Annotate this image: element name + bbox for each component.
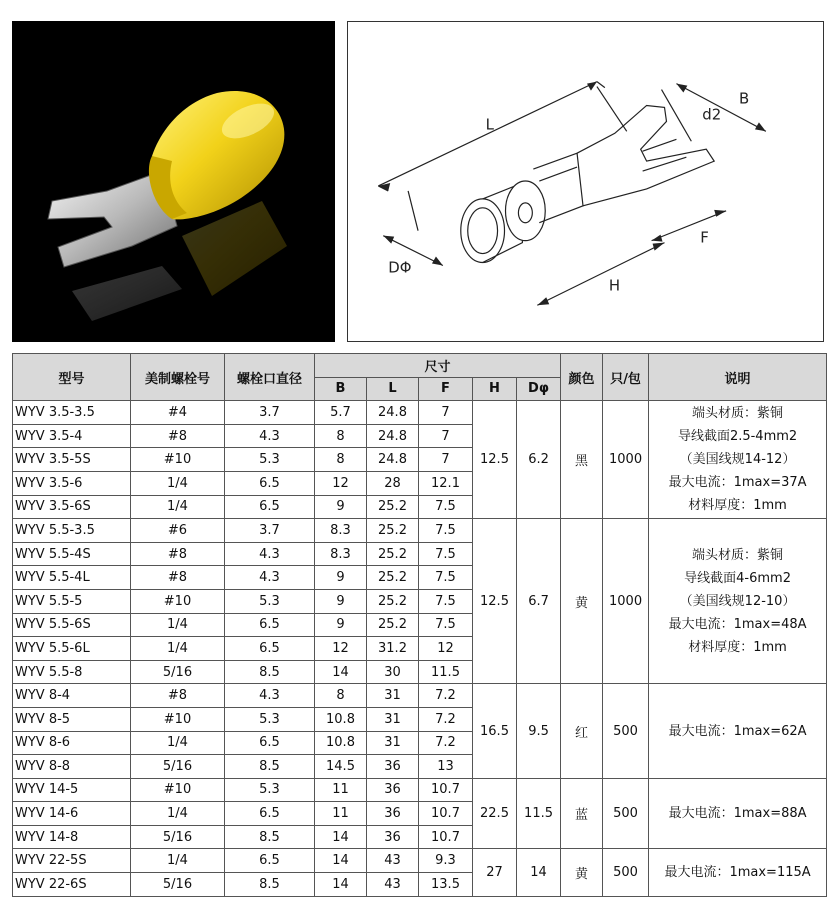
table-row xyxy=(13,684,827,708)
us-bolt-cell: #10 xyxy=(131,589,225,613)
f-cell: 11.5 xyxy=(419,660,473,684)
header-bolt-dia: 螺栓口直径 xyxy=(225,354,315,401)
l-cell: 25.2 xyxy=(367,495,419,519)
note-line: 最大电流：1max=115A xyxy=(664,865,811,881)
bolt-dia-cell: 6.5 xyxy=(225,613,315,637)
bolt-dia-cell: 4.3 xyxy=(225,424,315,448)
header-note: 说明 xyxy=(649,354,827,401)
l-cell: 36 xyxy=(367,755,419,779)
bolt-dia-cell: 6.5 xyxy=(225,471,315,495)
b-cell: 8 xyxy=(315,684,367,708)
f-cell: 13 xyxy=(419,755,473,779)
f-cell: 13.5 xyxy=(419,873,473,897)
b-cell: 5.7 xyxy=(315,401,367,425)
us-bolt-cell: 5/16 xyxy=(131,660,225,684)
us-bolt-cell: #10 xyxy=(131,707,225,731)
us-bolt-cell: #8 xyxy=(131,542,225,566)
model-cell: WYV 22-5S xyxy=(13,849,131,873)
us-bolt-cell: #6 xyxy=(131,519,225,543)
label-dphi: DΦ xyxy=(388,258,412,277)
bolt-dia-cell: 5.3 xyxy=(225,707,315,731)
us-bolt-cell: #4 xyxy=(131,401,225,425)
pack-cell: 1000 xyxy=(603,519,649,684)
model-cell: WYV 3.5-6S xyxy=(13,495,131,519)
bolt-dia-cell: 8.5 xyxy=(225,825,315,849)
d-cell: 11.5 xyxy=(517,778,561,849)
f-cell: 12.1 xyxy=(419,471,473,495)
header-model: 型号 xyxy=(13,354,131,401)
b-cell: 12 xyxy=(315,471,367,495)
l-cell: 25.2 xyxy=(367,589,419,613)
note-line: （美国线规12-10） xyxy=(679,593,796,609)
model-cell: WYV 14-6 xyxy=(13,802,131,826)
l-cell: 25.2 xyxy=(367,566,419,590)
header-size: 尺寸 xyxy=(315,354,561,378)
b-cell: 14 xyxy=(315,825,367,849)
table-row xyxy=(13,519,827,543)
us-bolt-cell: 1/4 xyxy=(131,637,225,661)
f-cell: 10.7 xyxy=(419,802,473,826)
note-line: 最大电流：1max=48A xyxy=(668,616,807,632)
h-cell: 16.5 xyxy=(473,684,517,778)
d-cell: 6.7 xyxy=(517,519,561,684)
b-cell: 8.3 xyxy=(315,542,367,566)
bolt-dia-cell: 8.5 xyxy=(225,660,315,684)
header-l: L xyxy=(367,377,419,401)
bolt-dia-cell: 4.3 xyxy=(225,566,315,590)
spec-table-body xyxy=(13,401,827,896)
label-B: B xyxy=(739,89,750,108)
bolt-dia-cell: 5.3 xyxy=(225,589,315,613)
l-cell: 24.8 xyxy=(367,424,419,448)
model-cell: WYV 14-5 xyxy=(13,778,131,802)
product-photo xyxy=(12,21,335,342)
us-bolt-cell: 1/4 xyxy=(131,731,225,755)
h-cell: 27 xyxy=(473,849,517,896)
l-cell: 24.8 xyxy=(367,401,419,425)
color-cell: 黄 xyxy=(561,519,603,684)
f-cell: 7.2 xyxy=(419,731,473,755)
model-cell: WYV 5.5-3.5 xyxy=(13,519,131,543)
note-line: 导线截面4-6mm2 xyxy=(684,570,791,586)
model-cell: WYV 5.5-8 xyxy=(13,660,131,684)
model-cell: WYV 5.5-6S xyxy=(13,613,131,637)
model-cell: WYV 8-6 xyxy=(13,731,131,755)
note-line: 导线截面2.5-4mm2 xyxy=(677,429,798,445)
model-cell: WYV 5.5-5 xyxy=(13,589,131,613)
label-d2: d2 xyxy=(702,105,722,124)
us-bolt-cell: 5/16 xyxy=(131,755,225,779)
pack-cell: 500 xyxy=(603,684,649,778)
l-cell: 36 xyxy=(367,802,419,826)
model-cell: WYV 14-8 xyxy=(13,825,131,849)
bolt-dia-cell: 5.3 xyxy=(225,448,315,472)
note-line: 最大电流：1max=88A xyxy=(668,806,807,822)
bolt-dia-cell: 6.5 xyxy=(225,849,315,873)
header-us-bolt: 美制螺栓号 xyxy=(131,354,225,401)
note-cell xyxy=(649,849,827,896)
dimension-drawing xyxy=(347,21,824,342)
b-cell: 14 xyxy=(315,660,367,684)
f-cell: 10.7 xyxy=(419,778,473,802)
us-bolt-cell: 5/16 xyxy=(131,825,225,849)
b-cell: 8 xyxy=(315,424,367,448)
bolt-dia-cell: 8.5 xyxy=(225,755,315,779)
l-cell: 28 xyxy=(367,471,419,495)
h-cell: 12.5 xyxy=(473,401,517,519)
us-bolt-cell: #8 xyxy=(131,424,225,448)
model-cell: WYV 3.5-6 xyxy=(13,471,131,495)
f-cell: 7.2 xyxy=(419,707,473,731)
table-row xyxy=(13,401,827,425)
b-cell: 10.8 xyxy=(315,731,367,755)
model-cell: WYV 3.5-5S xyxy=(13,448,131,472)
bolt-dia-cell: 6.5 xyxy=(225,637,315,661)
b-cell: 11 xyxy=(315,802,367,826)
b-cell: 14.5 xyxy=(315,755,367,779)
table-row xyxy=(13,778,827,802)
f-cell: 7.5 xyxy=(419,495,473,519)
f-cell: 7 xyxy=(419,448,473,472)
model-cell: WYV 22-6S xyxy=(13,873,131,897)
us-bolt-cell: 1/4 xyxy=(131,802,225,826)
model-cell: WYV 8-4 xyxy=(13,684,131,708)
note-line: 材料厚度：1mm xyxy=(688,639,787,655)
f-cell: 7 xyxy=(419,401,473,425)
table-row xyxy=(13,849,827,873)
bolt-dia-cell: 4.3 xyxy=(225,684,315,708)
b-cell: 9 xyxy=(315,613,367,637)
us-bolt-cell: #10 xyxy=(131,778,225,802)
bolt-dia-cell: 8.5 xyxy=(225,873,315,897)
note-cell xyxy=(649,401,827,519)
us-bolt-cell: #8 xyxy=(131,566,225,590)
header-f: F xyxy=(419,377,473,401)
f-cell: 12 xyxy=(419,637,473,661)
header-color: 颜色 xyxy=(561,354,603,401)
l-cell: 25.2 xyxy=(367,613,419,637)
model-cell: WYV 5.5-6L xyxy=(13,637,131,661)
header-d: Dφ xyxy=(517,377,561,401)
b-cell: 9 xyxy=(315,566,367,590)
note-line: （美国线规14-12） xyxy=(679,452,796,468)
note-cell xyxy=(649,684,827,778)
b-cell: 8.3 xyxy=(315,519,367,543)
b-cell: 14 xyxy=(315,849,367,873)
bolt-dia-cell: 3.7 xyxy=(225,519,315,543)
l-cell: 31 xyxy=(367,707,419,731)
us-bolt-cell: #10 xyxy=(131,448,225,472)
note-line: 端头材质：紫铜 xyxy=(692,406,784,422)
f-cell: 7.5 xyxy=(419,519,473,543)
model-cell: WYV 5.5-4L xyxy=(13,566,131,590)
l-cell: 25.2 xyxy=(367,519,419,543)
l-cell: 43 xyxy=(367,849,419,873)
us-bolt-cell: 1/4 xyxy=(131,849,225,873)
label-F: F xyxy=(700,228,709,247)
d-cell: 9.5 xyxy=(517,684,561,778)
us-bolt-cell: 5/16 xyxy=(131,873,225,897)
f-cell: 7.5 xyxy=(419,613,473,637)
l-cell: 43 xyxy=(367,873,419,897)
bolt-dia-cell: 6.5 xyxy=(225,495,315,519)
label-H: H xyxy=(608,276,621,295)
h-cell: 22.5 xyxy=(473,778,517,849)
f-cell: 7.5 xyxy=(419,566,473,590)
pack-cell: 1000 xyxy=(603,401,649,519)
l-cell: 31 xyxy=(367,731,419,755)
b-cell: 11 xyxy=(315,778,367,802)
color-cell: 红 xyxy=(561,684,603,778)
us-bolt-cell: 1/4 xyxy=(131,471,225,495)
pack-cell: 500 xyxy=(603,849,649,896)
f-cell: 9.3 xyxy=(419,849,473,873)
note-cell xyxy=(649,519,827,684)
note-line: 最大电流：1max=37A xyxy=(668,475,807,491)
l-cell: 25.2 xyxy=(367,542,419,566)
l-cell: 36 xyxy=(367,778,419,802)
b-cell: 14 xyxy=(315,873,367,897)
model-cell: WYV 8-5 xyxy=(13,707,131,731)
label-L: L xyxy=(485,115,494,134)
l-cell: 31.2 xyxy=(367,637,419,661)
l-cell: 36 xyxy=(367,825,419,849)
spade-terminal-photo xyxy=(12,21,335,342)
l-cell: 30 xyxy=(367,660,419,684)
b-cell: 9 xyxy=(315,589,367,613)
f-cell: 7.5 xyxy=(419,542,473,566)
us-bolt-cell: 1/4 xyxy=(131,613,225,637)
header-b: B xyxy=(315,377,367,401)
header-pack: 只/包 xyxy=(603,354,649,401)
pack-cell: 500 xyxy=(603,778,649,849)
color-cell: 蓝 xyxy=(561,778,603,849)
model-cell: WYV 5.5-4S xyxy=(13,542,131,566)
spec-table xyxy=(12,353,827,897)
terminal-dimension-diagram xyxy=(348,22,823,341)
d-cell: 6.2 xyxy=(517,401,561,519)
l-cell: 31 xyxy=(367,684,419,708)
bolt-dia-cell: 3.7 xyxy=(225,401,315,425)
bolt-dia-cell: 6.5 xyxy=(225,731,315,755)
h-cell: 12.5 xyxy=(473,519,517,684)
us-bolt-cell: 1/4 xyxy=(131,495,225,519)
b-cell: 8 xyxy=(315,448,367,472)
bolt-dia-cell: 4.3 xyxy=(225,542,315,566)
header-h: H xyxy=(473,377,517,401)
model-cell: WYV 8-8 xyxy=(13,755,131,779)
color-cell: 黑 xyxy=(561,401,603,519)
model-cell: WYV 3.5-4 xyxy=(13,424,131,448)
note-line: 材料厚度：1mm xyxy=(688,498,787,514)
b-cell: 10.8 xyxy=(315,707,367,731)
f-cell: 10.7 xyxy=(419,825,473,849)
f-cell: 7 xyxy=(419,424,473,448)
color-cell: 黄 xyxy=(561,849,603,896)
l-cell: 24.8 xyxy=(367,448,419,472)
model-cell: WYV 3.5-3.5 xyxy=(13,401,131,425)
note-cell xyxy=(649,778,827,849)
bolt-dia-cell: 6.5 xyxy=(225,802,315,826)
note-line: 端头材质：紫铜 xyxy=(692,547,784,563)
d-cell: 14 xyxy=(517,849,561,896)
us-bolt-cell: #8 xyxy=(131,684,225,708)
note-line: 最大电流：1max=62A xyxy=(668,723,807,739)
bolt-dia-cell: 5.3 xyxy=(225,778,315,802)
f-cell: 7.2 xyxy=(419,684,473,708)
b-cell: 12 xyxy=(315,637,367,661)
f-cell: 7.5 xyxy=(419,589,473,613)
b-cell: 9 xyxy=(315,495,367,519)
